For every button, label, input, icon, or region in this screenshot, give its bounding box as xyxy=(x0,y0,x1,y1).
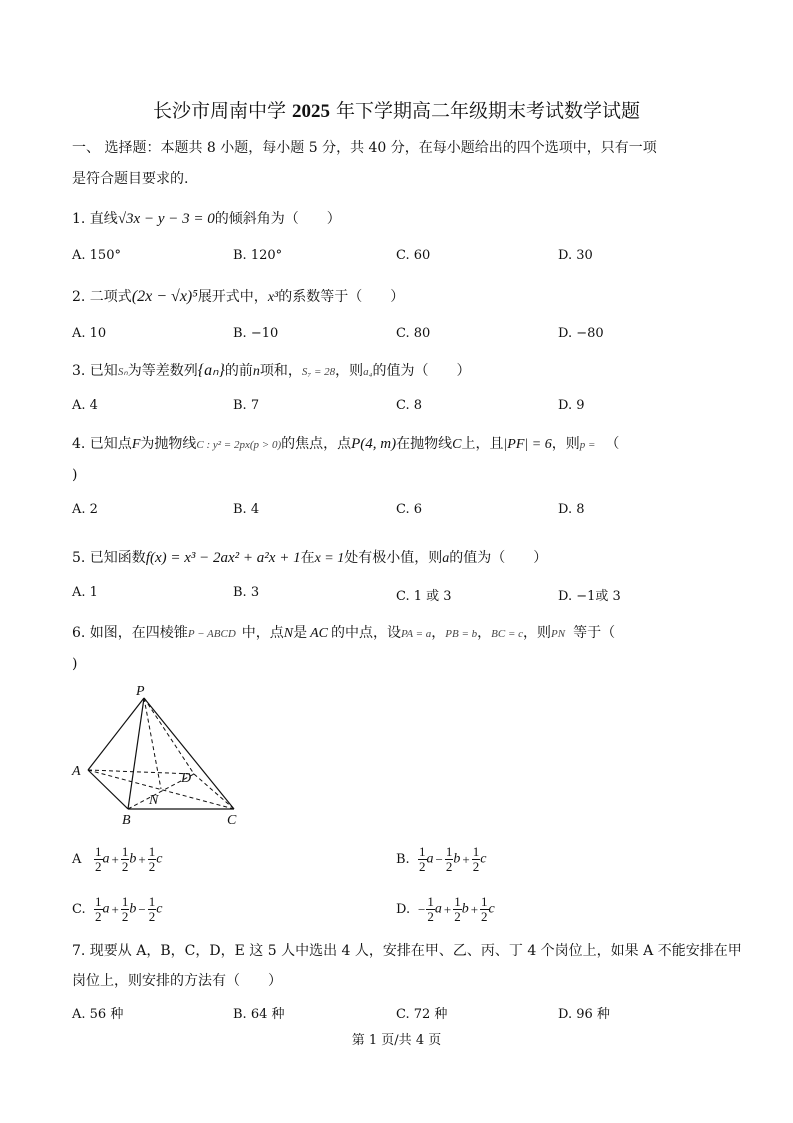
q4-suffix: （ xyxy=(605,436,620,452)
q2-option-a[interactable]: A. 10 xyxy=(72,326,107,341)
q6-mid3: 的中点，设 xyxy=(331,625,402,641)
q6-v4: PN xyxy=(551,628,566,640)
op-2: + xyxy=(138,851,146,867)
edge-AD xyxy=(88,770,194,774)
vec-c: c xyxy=(156,851,163,867)
q4-mid2: 的焦点，点 xyxy=(281,436,352,452)
question-2 xyxy=(72,286,404,306)
title-suffix: 年下学期高二年级期末考试数学试题 xyxy=(330,100,641,122)
label-B: B xyxy=(122,813,131,828)
frac-num: 1 xyxy=(121,844,129,859)
q2-term: x³ xyxy=(267,290,279,305)
q3-option-a[interactable]: A. 4 xyxy=(72,398,98,413)
q4-option-d[interactable]: D. 8 xyxy=(558,502,585,517)
frac-den: 2 xyxy=(95,859,102,874)
q6-AC: AC xyxy=(310,626,329,641)
q6-pyr: P − ABCD xyxy=(187,628,236,640)
q6-option-c-letter: C. xyxy=(72,902,86,917)
section-instructions-line1: 一、 选择题：本题共 8 小题，每小题 5 分，共 40 分，在每小题给出的四个选项中，只有一项 xyxy=(72,140,657,156)
q4-p: p = xyxy=(579,439,596,451)
q3-mid4: ，则 xyxy=(335,363,364,379)
frac-num: 1 xyxy=(445,844,453,859)
q3-sn: Sₙ xyxy=(117,366,128,378)
q4-option-b[interactable]: B. 4 xyxy=(233,502,260,517)
half-frac xyxy=(148,895,157,924)
q3-mid2: 的前 xyxy=(224,363,253,379)
q6-option-b[interactable] xyxy=(396,845,486,874)
q3-option-c[interactable]: C. 8 xyxy=(396,398,423,413)
label-D: D xyxy=(181,771,192,786)
q2-formula: (2x − √x)⁵ xyxy=(131,288,198,305)
q5-a: a xyxy=(442,551,450,566)
q4-pf: |PF| = 6 xyxy=(503,437,552,452)
half-frac xyxy=(94,845,103,874)
q5-mid1: 在 xyxy=(300,550,315,566)
half-frac xyxy=(94,895,103,924)
page-title xyxy=(0,96,793,123)
frac-den: 2 xyxy=(148,859,156,874)
q5-option-c[interactable]: C. 1 或 3 xyxy=(396,589,452,604)
q1-suffix: 的倾斜角为（ ） xyxy=(214,211,341,227)
q6-sep2: ， xyxy=(477,625,492,641)
q6-option-b-letter: B. xyxy=(396,852,410,867)
vec-b: b xyxy=(129,901,137,917)
op-0: − xyxy=(418,901,426,917)
q5-suffix: 的值为（ ） xyxy=(449,550,548,566)
q6-mid4: ，则 xyxy=(523,625,552,641)
q4-curve: C : y² = 2px(p > 0) xyxy=(196,439,282,451)
q3-a4: a₄ xyxy=(363,366,373,378)
q1-formula: √3x − y − 3 = 0 xyxy=(117,211,215,227)
frac-num: 1 xyxy=(148,894,156,909)
q6-v2: PB = b xyxy=(445,628,478,640)
q6-option-a[interactable] xyxy=(72,845,162,874)
q6-v3: BC = c xyxy=(491,628,524,640)
q1-option-b[interactable]: B. 120° xyxy=(233,248,283,263)
op-1: − xyxy=(435,851,443,867)
vec-b: b xyxy=(461,901,469,917)
frac-den: 2 xyxy=(121,859,129,874)
label-A: A xyxy=(72,764,81,779)
frac-den: 2 xyxy=(148,909,156,924)
q4-C: C xyxy=(452,437,462,452)
vec-c: c xyxy=(488,901,495,917)
frac-num: 1 xyxy=(481,894,488,909)
q2-option-d[interactable]: D. −80 xyxy=(558,326,604,341)
frac-den: 2 xyxy=(445,859,453,874)
vec-c: c xyxy=(156,901,163,917)
question-3 xyxy=(72,360,470,380)
vec-a: a xyxy=(102,851,110,867)
q4-line2: ) xyxy=(72,467,78,483)
op-1: + xyxy=(111,901,119,917)
q6-option-a-letter: A xyxy=(72,852,82,867)
question-4 xyxy=(72,433,619,453)
frac-den: 2 xyxy=(419,859,426,874)
label-P: P xyxy=(136,684,145,699)
half-frac xyxy=(480,895,489,924)
op-2: − xyxy=(138,901,146,917)
question-7-line1: 7. 现要从 A，B，C，D，E 这 5 人中选出 4 人，安排在甲、乙、丙、丁 4 个岗位上，如果 A 不能安排在甲 xyxy=(72,943,742,959)
q7-option-a[interactable]: A. 56 种 xyxy=(72,1007,124,1022)
frac-num: 1 xyxy=(148,844,156,859)
q5-option-a[interactable]: A. 1 xyxy=(72,585,98,600)
edge-DC xyxy=(194,774,234,809)
frac-num: 1 xyxy=(472,844,480,859)
q4-mid3: 在抛物线 xyxy=(396,436,453,452)
half-frac xyxy=(453,895,462,924)
edge-AB xyxy=(88,770,128,809)
q6-option-c[interactable] xyxy=(72,895,162,924)
frac-den: 2 xyxy=(121,909,129,924)
q2-prefix: 2. 二项式 xyxy=(72,289,132,305)
q5-option-d[interactable]: D. −1或 3 xyxy=(558,589,621,604)
q5-func: f(x) = x³ − 2ax² + a²x + 1 xyxy=(145,550,301,566)
half-frac xyxy=(418,845,427,874)
label-N: N xyxy=(149,793,159,808)
q3-mid3: 项和， xyxy=(259,363,302,379)
frac-num: 1 xyxy=(454,894,461,909)
op-1: + xyxy=(443,901,452,917)
frac-den: 2 xyxy=(481,909,488,924)
q2-suffix: 的系数等于（ ） xyxy=(278,289,405,305)
q1-option-c[interactable]: C. 60 xyxy=(396,248,431,263)
half-frac xyxy=(148,845,157,874)
question-6 xyxy=(72,622,615,642)
q1-option-a[interactable]: A. 150° xyxy=(72,248,121,263)
q3-suffix: 的值为（ ） xyxy=(372,363,471,379)
vec-a: a xyxy=(434,901,442,917)
op-2: + xyxy=(470,901,479,917)
q6-prefix: 6. 如图，在四棱锥 xyxy=(72,625,188,641)
q3-option-d[interactable]: D. 9 xyxy=(558,398,585,413)
q7-option-c[interactable]: C. 72 种 xyxy=(396,1007,448,1022)
frac-num: 1 xyxy=(419,844,426,859)
q4-mid1: 为抛物线 xyxy=(140,436,197,452)
page-footer: 第 1 页/共 4 页 xyxy=(351,1033,442,1048)
q6-line2: ) xyxy=(72,656,78,672)
q1-option-d[interactable]: D. 30 xyxy=(558,248,593,263)
q4-option-c[interactable]: C. 6 xyxy=(396,502,423,517)
q6-v1: PA = a xyxy=(401,628,432,640)
q6-N: N xyxy=(283,626,294,641)
frac-den: 2 xyxy=(454,909,461,924)
q3-cond: S₇ = 28 xyxy=(301,366,336,378)
q3-prefix: 3. 已知 xyxy=(72,363,118,379)
question-1 xyxy=(72,208,341,228)
q3-option-b[interactable]: B. 7 xyxy=(233,398,260,413)
question-7-line2: 岗位上，则安排的方法有（ ） xyxy=(72,973,282,989)
q6-sep1: ， xyxy=(431,625,446,641)
q6-suffix: 等于（ xyxy=(573,625,616,641)
question-5 xyxy=(72,547,547,567)
half-frac xyxy=(426,895,435,924)
frac-num: 1 xyxy=(95,894,102,909)
frac-den: 2 xyxy=(95,909,102,924)
q4-prefix: 4. 已知点 xyxy=(72,436,132,452)
half-frac xyxy=(472,845,481,874)
frac-den: 2 xyxy=(472,859,480,874)
q2-middle: 展开式中， xyxy=(197,289,268,305)
frac-num: 1 xyxy=(121,894,129,909)
q4-option-a[interactable]: A. 2 xyxy=(72,502,98,517)
q4-F: F xyxy=(131,437,141,452)
q4-P: P(4, m) xyxy=(351,436,397,452)
q3-n: n xyxy=(252,364,260,379)
section-instructions-line2: 是符合题目要求的. xyxy=(72,171,189,187)
vec-c: c xyxy=(480,851,487,867)
q2-option-c[interactable]: C. 80 xyxy=(396,326,431,341)
title-prefix: 长沙市周南中学 xyxy=(152,100,292,122)
q4-mid5: ，则 xyxy=(551,436,580,452)
vec-a: a xyxy=(426,851,434,867)
q3-mid1: 为等差数列 xyxy=(127,363,198,379)
q2-option-b[interactable]: B. −10 xyxy=(233,326,279,341)
vec-b: b xyxy=(453,851,461,867)
op-1: + xyxy=(111,851,119,867)
q5-option-b[interactable]: B. 3 xyxy=(233,585,260,600)
q1-prefix: 1. 直线 xyxy=(72,211,118,227)
pyramid-figure xyxy=(70,680,250,830)
q3-seq: {aₙ} xyxy=(197,362,225,379)
vec-a: a xyxy=(102,901,110,917)
q4-mid4: 上，且 xyxy=(461,436,504,452)
q6-option-d[interactable] xyxy=(396,895,495,924)
title-year: 2025 xyxy=(292,101,330,122)
label-C: C xyxy=(227,813,237,828)
q5-mid2: 处有极小值，则 xyxy=(344,550,443,566)
q7-option-d[interactable]: D. 96 种 xyxy=(558,1007,610,1022)
frac-num: 1 xyxy=(95,844,102,859)
q5-prefix: 5. 已知函数 xyxy=(72,550,146,566)
q5-xeq: x = 1 xyxy=(314,551,345,566)
frac-den: 2 xyxy=(427,909,434,924)
q7-option-b[interactable]: B. 64 种 xyxy=(233,1007,285,1022)
q6-mid1: 中，点 xyxy=(241,625,284,641)
op-2: + xyxy=(462,851,470,867)
q6-option-d-letter: D. xyxy=(396,902,411,917)
vec-b: b xyxy=(129,851,137,867)
frac-num: 1 xyxy=(427,894,434,909)
q6-mid2: 是 xyxy=(293,625,308,641)
